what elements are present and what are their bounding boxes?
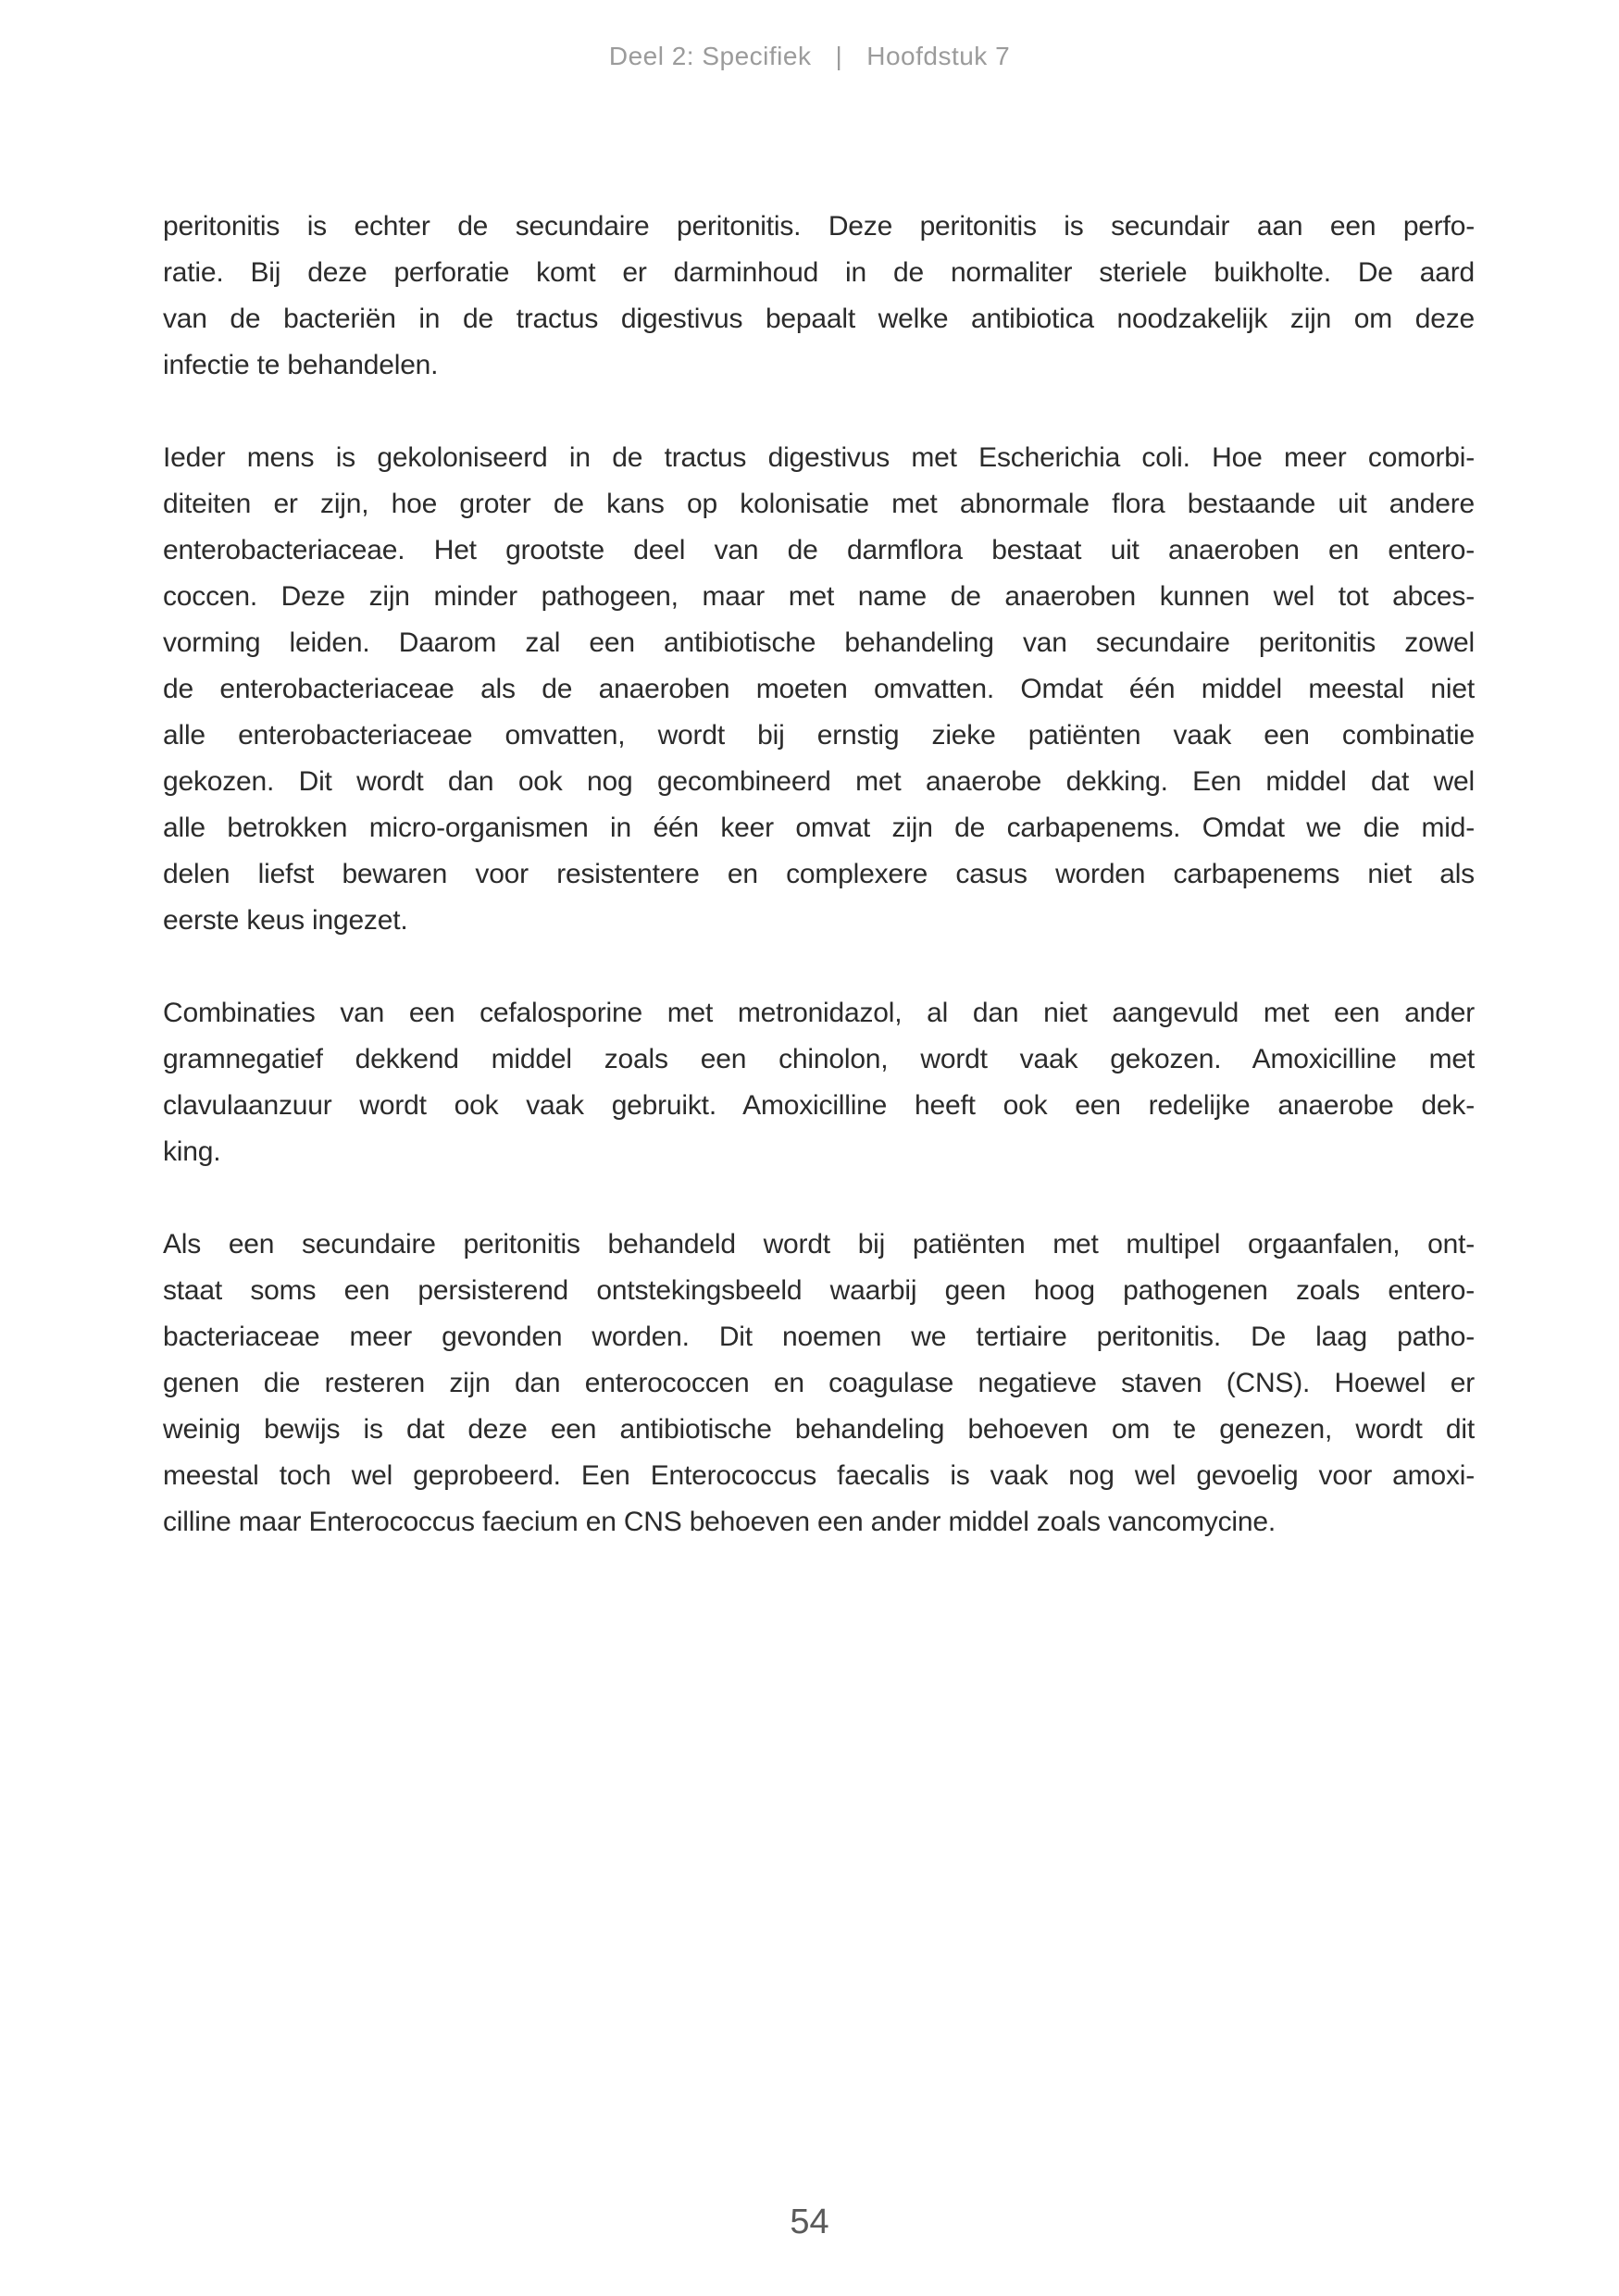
paragraph <box>163 1222 1475 1545</box>
text-line: ratie. Bij deze perforatie komt er darminhoud in de normaliter steriele buikholte. De aard <box>163 257 1475 288</box>
text-line: king. <box>163 1136 221 1167</box>
text-line: enterobacteriaceae. Het grootste deel van de darmflora bestaat uit anaeroben en entero- <box>163 535 1475 565</box>
text-line: clavulaanzuur wordt ook vaak gebruikt. Amoxicilline heeft ook een redelijke anaerobe dek- <box>163 1090 1475 1121</box>
text-line: de enterobacteriaceae als de anaeroben moeten omvatten. Omdat één middel meestal niet <box>163 674 1475 704</box>
page-number: 54 <box>790 2203 829 2241</box>
text-line: van de bacteriën in de tractus digestivus bepaalt welke antibiotica noodzakelijk zijn om deze <box>163 304 1475 334</box>
text-line: cilline maar Enterococcus faecium en CNS behoeven een ander middel zoals vancomycine. <box>163 1507 1276 1537</box>
paragraph <box>163 435 1475 944</box>
text-line: alle enterobacteriaceae omvatten, wordt bij ernstig zieke patiënten vaak een combinatie <box>163 720 1475 751</box>
text-line: Combinaties van een cefalosporine met metronidazol, al dan niet aangevuld met een ander <box>163 998 1475 1028</box>
text-line: eerste keus ingezet. <box>163 905 408 936</box>
text-line: weinig bewijs is dat deze een antibiotische behandeling behoeven om te genezen, wordt dit <box>163 1414 1475 1445</box>
paragraph <box>163 990 1475 1175</box>
text-line: diteiten er zijn, hoe groter de kans op kolonisatie met abnormale flora bestaande uit andere <box>163 489 1475 519</box>
text-line: infectie te behandelen. <box>163 350 439 380</box>
text-line: meestal toch wel geprobeerd. Een Enterococcus faecalis is vaak nog wel gevoelig voor amoxi- <box>163 1460 1475 1491</box>
paragraph <box>163 204 1475 389</box>
text-line: Ieder mens is gekoloniseerd in de tractus digestivus met Escherichia coli. Hoe meer comorbi- <box>163 442 1475 473</box>
text-line: bacteriaceae meer gevonden worden. Dit noemen we tertiaire peritonitis. De laag patho- <box>163 1322 1475 1352</box>
running-header <box>0 41 1619 72</box>
page-body <box>163 204 1475 1592</box>
text-line: vorming leiden. Daarom zal een antibiotische behandeling van secundaire peritonitis zowel <box>163 627 1475 658</box>
text-line: staat soms een persisterend ontstekingsbeeld waarbij geen hoog pathogenen zoals entero- <box>163 1275 1475 1306</box>
header-separator: | <box>835 42 843 70</box>
header-chapter-label: Hoofdstuk 7 <box>866 42 1011 70</box>
text-line: peritonitis is echter de secundaire peritonitis. Deze peritonitis is secundair aan een perfo- <box>163 211 1475 242</box>
text-line: Als een secundaire peritonitis behandeld wordt bij patiënten met multipel orgaanfalen, ont- <box>163 1229 1475 1260</box>
text-line: coccen. Deze zijn minder pathogeen, maar met name de anaeroben kunnen wel tot abces- <box>163 581 1475 612</box>
text-line: genen die resteren zijn dan enterococcen en coagulase negatieve staven (CNS). Hoewel er <box>163 1368 1475 1398</box>
text-line: gekozen. Dit wordt dan ook nog gecombineerd met anaerobe dekking. Een middel dat wel <box>163 766 1475 797</box>
text-line: gramnegatief dekkend middel zoals een chinolon, wordt vaak gekozen. Amoxicilline met <box>163 1044 1475 1074</box>
text-line: delen liefst bewaren voor resistentere en complexere casus worden carbapenems niet als <box>163 859 1475 889</box>
text-line: alle betrokken micro-organismen in één keer omvat zijn de carbapenems. Omdat we die mid- <box>163 813 1475 843</box>
header-section-label: Deel 2: Specifiek <box>608 42 812 70</box>
